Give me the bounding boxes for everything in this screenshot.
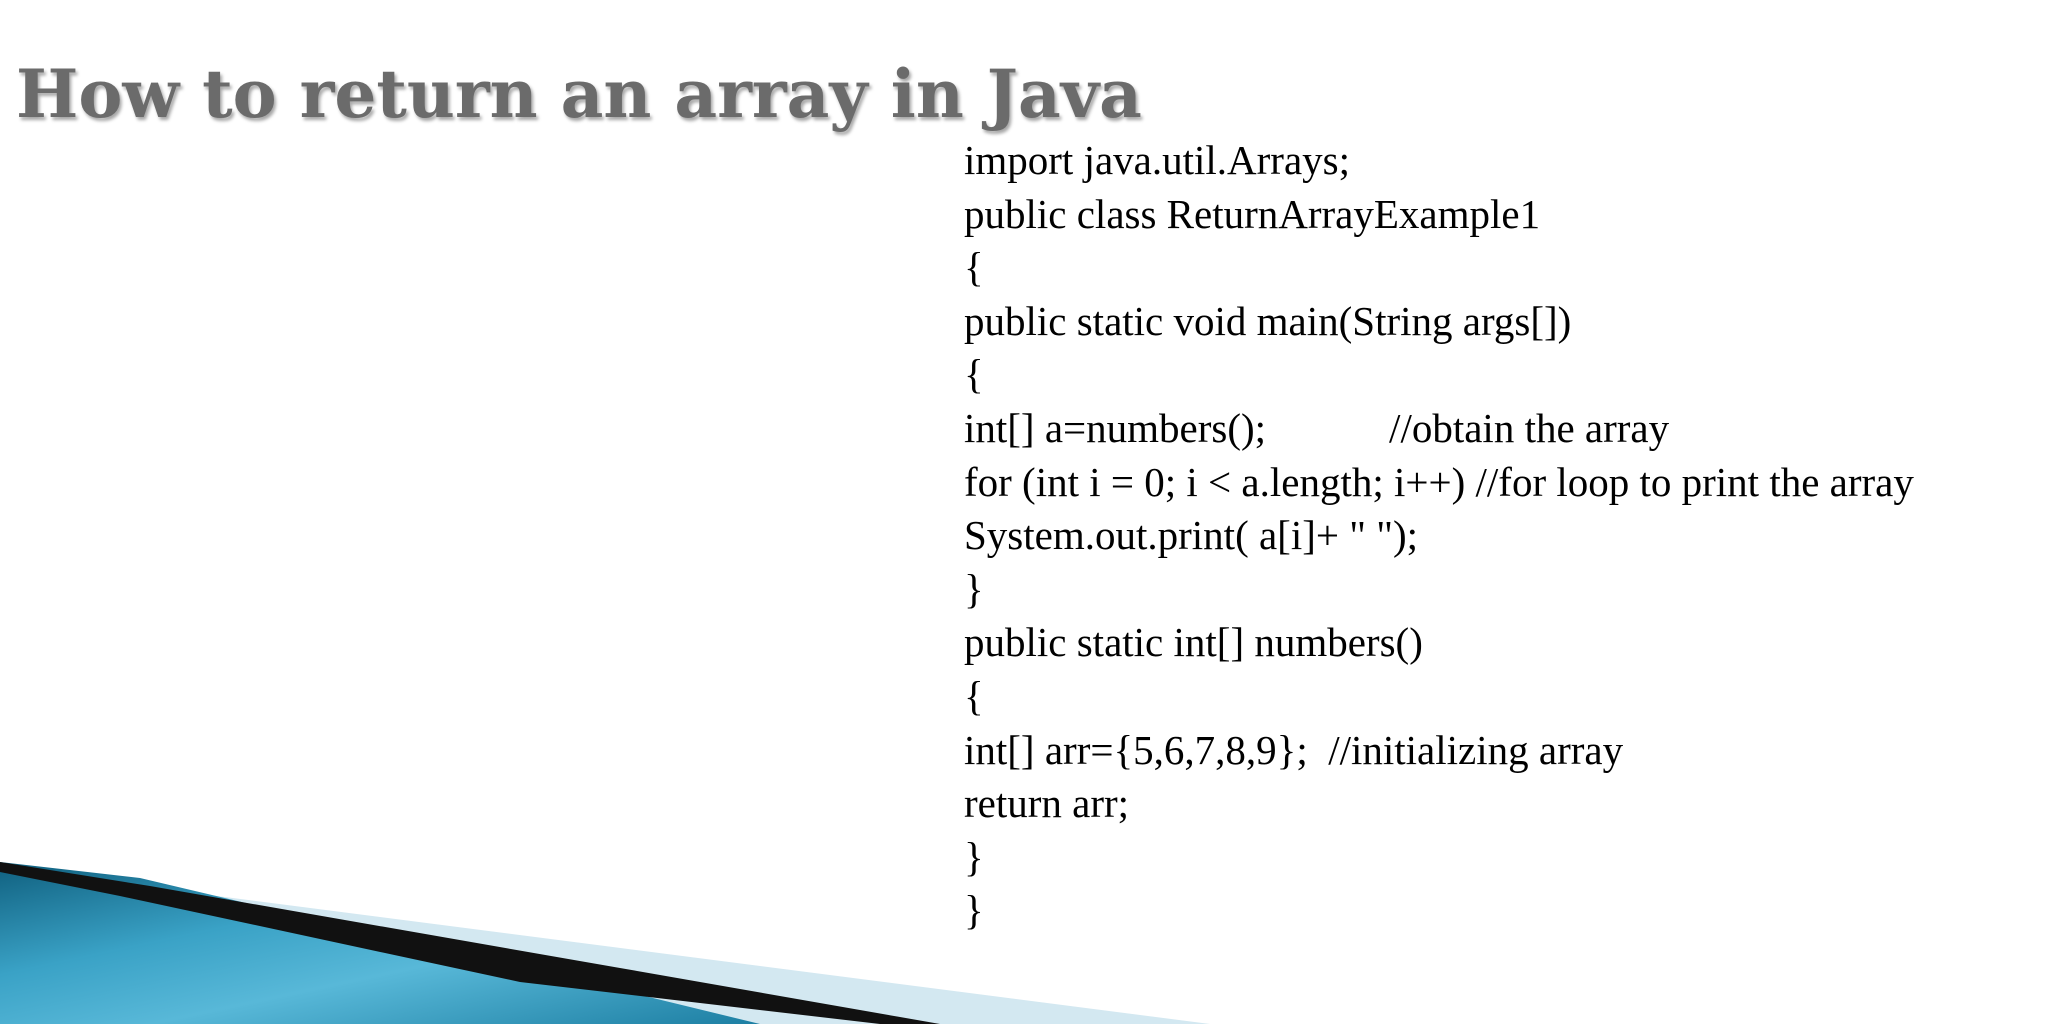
- code-line: return arr;: [964, 780, 1130, 827]
- code-line: {: [964, 672, 984, 719]
- code-line: }: [964, 887, 984, 934]
- code-line: {: [964, 351, 984, 398]
- code-line: public static void main(String args[]): [964, 297, 1572, 344]
- code-line: public class ReturnArrayExample1: [964, 190, 1541, 237]
- code-line: System.out.print( a[i]+ " ");: [964, 512, 1419, 559]
- code-block: [964, 134, 1914, 938]
- code-line: for (int i = 0; i < a.length; i++) //for loop to print the array: [964, 458, 1914, 505]
- code-line: }: [964, 565, 984, 612]
- code-line: int[] a=numbers(); //obtain the array: [964, 404, 1670, 451]
- code-line: int[] arr={5,6,7,8,9}; //initializing array: [964, 726, 1624, 773]
- code-line: import java.util.Arrays;: [964, 137, 1350, 183]
- code-line: {: [964, 244, 984, 291]
- code-line: }: [964, 833, 984, 880]
- slide-title: How to return an array in Java: [16, 55, 1142, 133]
- code-line: public static int[] numbers(): [964, 619, 1423, 666]
